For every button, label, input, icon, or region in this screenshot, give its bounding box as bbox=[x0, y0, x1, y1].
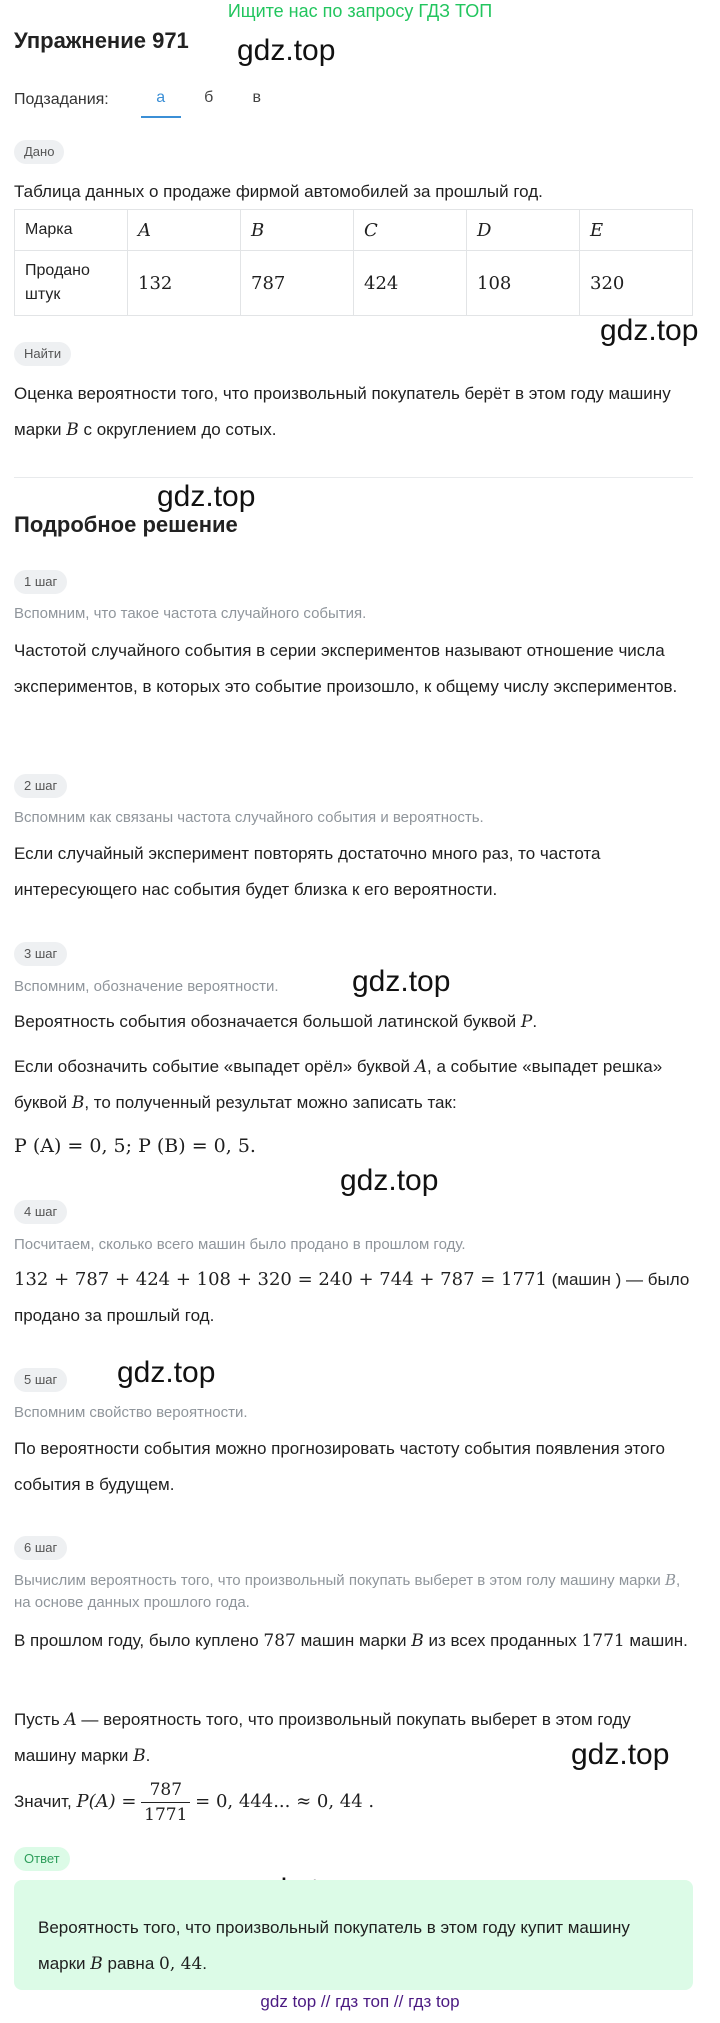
solution-title: Подробное решение bbox=[14, 512, 238, 537]
answer-text: Вероятность того, что произвольный покупатель в этом году купит машину марки B равна 0, 44. bbox=[38, 1918, 630, 1974]
sold-cell: 108 bbox=[467, 251, 580, 316]
watermark: gdz.top bbox=[571, 1738, 670, 1771]
step-hint: Вспомним, обозначение вероятности. bbox=[14, 978, 279, 995]
math-var: B bbox=[133, 1746, 146, 1766]
footer-links[interactable]: gdz top // гдз топ // гдз top bbox=[260, 1992, 460, 2011]
step-formula: 132 + 787 + 424 + 108 + 320 = 240 + 744 + 787 = 1771 bbox=[14, 1269, 547, 1290]
step-chip: 2 шаг bbox=[14, 774, 67, 798]
sales-table bbox=[14, 209, 693, 316]
math-var: B bbox=[664, 1571, 676, 1589]
tab-a[interactable]: а bbox=[137, 82, 185, 118]
step-chip: 3 шаг bbox=[14, 942, 67, 966]
step-chip: 5 шаг bbox=[14, 1368, 67, 1392]
brand-cell: D bbox=[467, 210, 580, 251]
step-hint: Вспомним, что такое частота случайного события. bbox=[14, 605, 367, 622]
step-text: Если обозначить событие «выпадет орёл» буквой A, а событие «выпадет решка» буквой B, то полученный результат можно записать так: bbox=[14, 1057, 663, 1113]
math-var: B bbox=[71, 1093, 85, 1113]
step-text: Если случайный эксперимент повторять достаточно много раз, то частота интересующего нас события будет близка к его вероятности. bbox=[14, 844, 601, 899]
step-text: Частотой случайного события в серии экспериментов называют отношение числа экспериментов, в которых это событие произошло, к общему числу экспериментов. bbox=[14, 641, 678, 696]
find-chip: Найти bbox=[14, 342, 71, 366]
step-text: По вероятности события можно прогнозировать частоту события появления этого события в будущем. bbox=[14, 1439, 665, 1494]
table-row bbox=[15, 251, 693, 316]
given-text: Таблица данных о продаже фирмой автомобилей за прошлый год. bbox=[14, 182, 543, 201]
table-row bbox=[15, 210, 693, 251]
answer-chip: Ответ bbox=[14, 1847, 70, 1871]
tab-b[interactable]: б bbox=[204, 89, 214, 106]
watermark: gdz.top bbox=[157, 480, 256, 513]
sold-cell: 132 bbox=[128, 251, 241, 316]
sold-cell: 320 bbox=[580, 251, 693, 316]
watermark: gdz.top bbox=[237, 34, 336, 67]
step-chip: 4 шаг bbox=[14, 1200, 67, 1224]
math-var: B bbox=[90, 1954, 103, 1974]
step-chip: 6 шаг bbox=[14, 1536, 67, 1560]
step-hint: Вспомним как связаны частота случайного события и вероятность. bbox=[14, 809, 484, 826]
table-row-label: Продано штук bbox=[15, 251, 128, 316]
fraction: $\frac{787}{1771}$ bbox=[141, 1778, 190, 1827]
table-row-label: Марка bbox=[15, 210, 128, 251]
math-var: B bbox=[66, 420, 79, 440]
step-hint: Вычислим вероятность того, что произвольный покупать выберет в этом голу машину марки B, на основе данных прошлого года. bbox=[14, 1571, 681, 1611]
tab-v[interactable]: в bbox=[252, 89, 261, 106]
brand-cell: E bbox=[580, 210, 693, 251]
step-formula: P (A) = 0, 5; P (B) = 0, 5. bbox=[14, 1135, 256, 1157]
brand-cell: C bbox=[354, 210, 467, 251]
find-text: Оценка вероятности того, что произвольный покупатель берёт в этом году машину марки B с округлением до сотых. bbox=[14, 384, 671, 440]
step-hint: Посчитаем, сколько всего машин было продано в прошлом году. bbox=[14, 1236, 466, 1253]
math-var: A bbox=[414, 1057, 428, 1077]
watermark: gdz.top bbox=[352, 965, 451, 998]
top-banner: Ищите нас по запросу ГДЗ ТОП bbox=[227, 1, 493, 21]
subtasks-label: Подзадания: bbox=[14, 91, 109, 108]
step-text: 132 + 787 + 424 + 108 + 320 = 240 + 744 + 787 = 1771 (машин ) — было продано за прошлый год. bbox=[14, 1269, 690, 1325]
watermark: gdz.top bbox=[340, 1164, 439, 1197]
math-var: P bbox=[520, 1012, 533, 1032]
step-text: В прошлом году, было куплено 787 машин марки B из всех проданных 1771 машин. bbox=[14, 1631, 688, 1651]
brand-cell: A bbox=[128, 210, 241, 251]
subtasks-bar bbox=[14, 82, 281, 118]
sold-cell: 424 bbox=[354, 251, 467, 316]
watermark: gdz.top bbox=[600, 314, 699, 347]
watermark: gdz.top bbox=[117, 1356, 216, 1389]
brand-cell: B bbox=[241, 210, 354, 251]
math-var: A bbox=[64, 1710, 77, 1730]
sold-cell: 787 bbox=[241, 251, 354, 316]
step-text: Пусть A — вероятность того, что произвольный покупать выберет в этом году машину марки B. bbox=[14, 1710, 631, 1766]
math-var: B bbox=[411, 1631, 424, 1651]
step-hint: Вспомним свойство вероятности. bbox=[14, 1404, 248, 1421]
step-formula: Значит, P(A) = $\frac{787}{1771}$ = 0, 444... ≈ 0, 44 . bbox=[14, 1780, 375, 1826]
page-title: Упражнение 971 bbox=[14, 28, 189, 53]
step-chip: 1 шаг bbox=[14, 570, 67, 594]
answer-box bbox=[14, 1880, 693, 1990]
divider bbox=[14, 477, 693, 478]
step-text: Вероятность события обозначается большой латинской буквой P. bbox=[14, 1012, 538, 1032]
given-chip: Дано bbox=[14, 140, 64, 164]
